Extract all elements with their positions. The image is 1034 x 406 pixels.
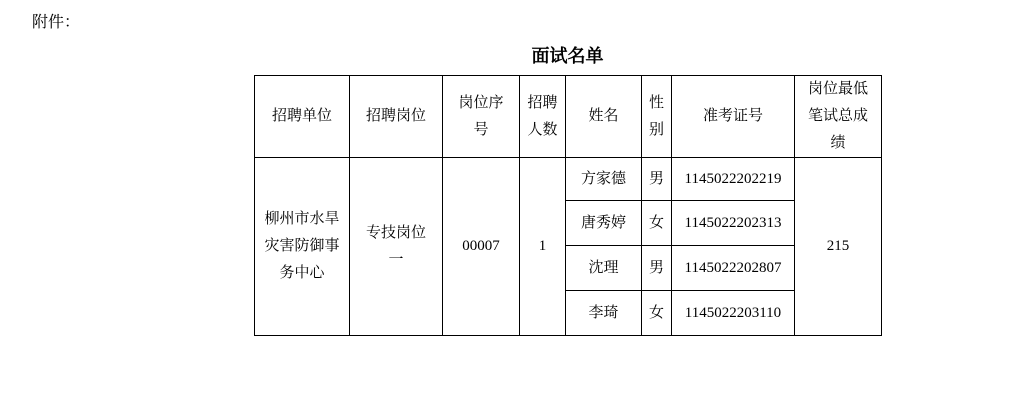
cell-recruit-count: [520, 158, 566, 336]
cell-name: [566, 158, 642, 201]
cell-name-text: 唐秀婷: [580, 214, 626, 231]
cell-name-text: 沈理: [588, 259, 619, 276]
cell-position-text: 专技岗位一: [365, 224, 426, 268]
header-unit-label: 招聘单位: [271, 108, 332, 124]
cell-unit: [255, 158, 350, 336]
cell-ticket-no-text: 1145022202219: [684, 170, 782, 187]
cell-gender-text: 女: [648, 214, 664, 231]
cell-name-text: 方家德: [580, 170, 626, 187]
cell-name: [566, 246, 642, 291]
interview-roster-table: [254, 75, 882, 336]
header-position-no-label: 岗位序号: [458, 94, 504, 138]
cell-ticket-no: [672, 158, 795, 201]
cell-ticket-no-text: 1145022202807: [684, 259, 782, 276]
header-min-score-label: 岗位最低笔试总成绩: [807, 81, 868, 151]
cell-ticket-no: [672, 291, 795, 336]
header-gender: [642, 76, 672, 158]
cell-gender: [642, 158, 672, 201]
cell-gender-text: 男: [648, 259, 664, 276]
cell-gender-text: 男: [648, 170, 664, 187]
cell-name: [566, 201, 642, 246]
header-name: [566, 76, 642, 158]
header-position: [350, 76, 443, 158]
page-title: 面试名单: [531, 46, 604, 66]
header-recruit-count-label: 招聘人数: [527, 94, 558, 138]
cell-position: [350, 158, 443, 336]
cell-ticket-no: [672, 246, 795, 291]
cell-ticket-no-text: 1145022202313: [684, 214, 782, 231]
cell-gender: [642, 201, 672, 246]
header-recruit-count: [520, 76, 566, 158]
cell-min-score-text: 215: [826, 238, 850, 254]
header-name-label: 姓名: [588, 108, 619, 124]
cell-position-no-text: 00007: [462, 238, 500, 254]
cell-ticket-no-text: 1145022203110: [684, 304, 782, 321]
candidate-row: [255, 158, 882, 201]
cell-gender: [642, 291, 672, 336]
header-min-score: [795, 76, 882, 158]
cell-recruit-count-text: 1: [538, 238, 547, 254]
header-position-label: 招聘岗位: [365, 108, 426, 124]
cell-name: [566, 291, 642, 336]
cell-unit-text: 柳州市水旱灾害防御事务中心: [264, 211, 340, 281]
header-position-no: [443, 76, 520, 158]
header-ticket-no: [672, 76, 795, 158]
cell-position-no: [443, 158, 520, 336]
cell-name-text: 李琦: [588, 304, 619, 321]
cell-ticket-no: [672, 201, 795, 246]
header-unit: [255, 76, 350, 158]
attachment-label: 附件：: [32, 14, 81, 31]
cell-gender-text: 女: [648, 304, 664, 321]
header-row: [255, 76, 882, 158]
header-gender-label: 性别: [648, 94, 664, 138]
header-ticket-no-label: 准考证号: [702, 108, 763, 124]
cell-min-score: [795, 158, 882, 336]
cell-gender: [642, 246, 672, 291]
